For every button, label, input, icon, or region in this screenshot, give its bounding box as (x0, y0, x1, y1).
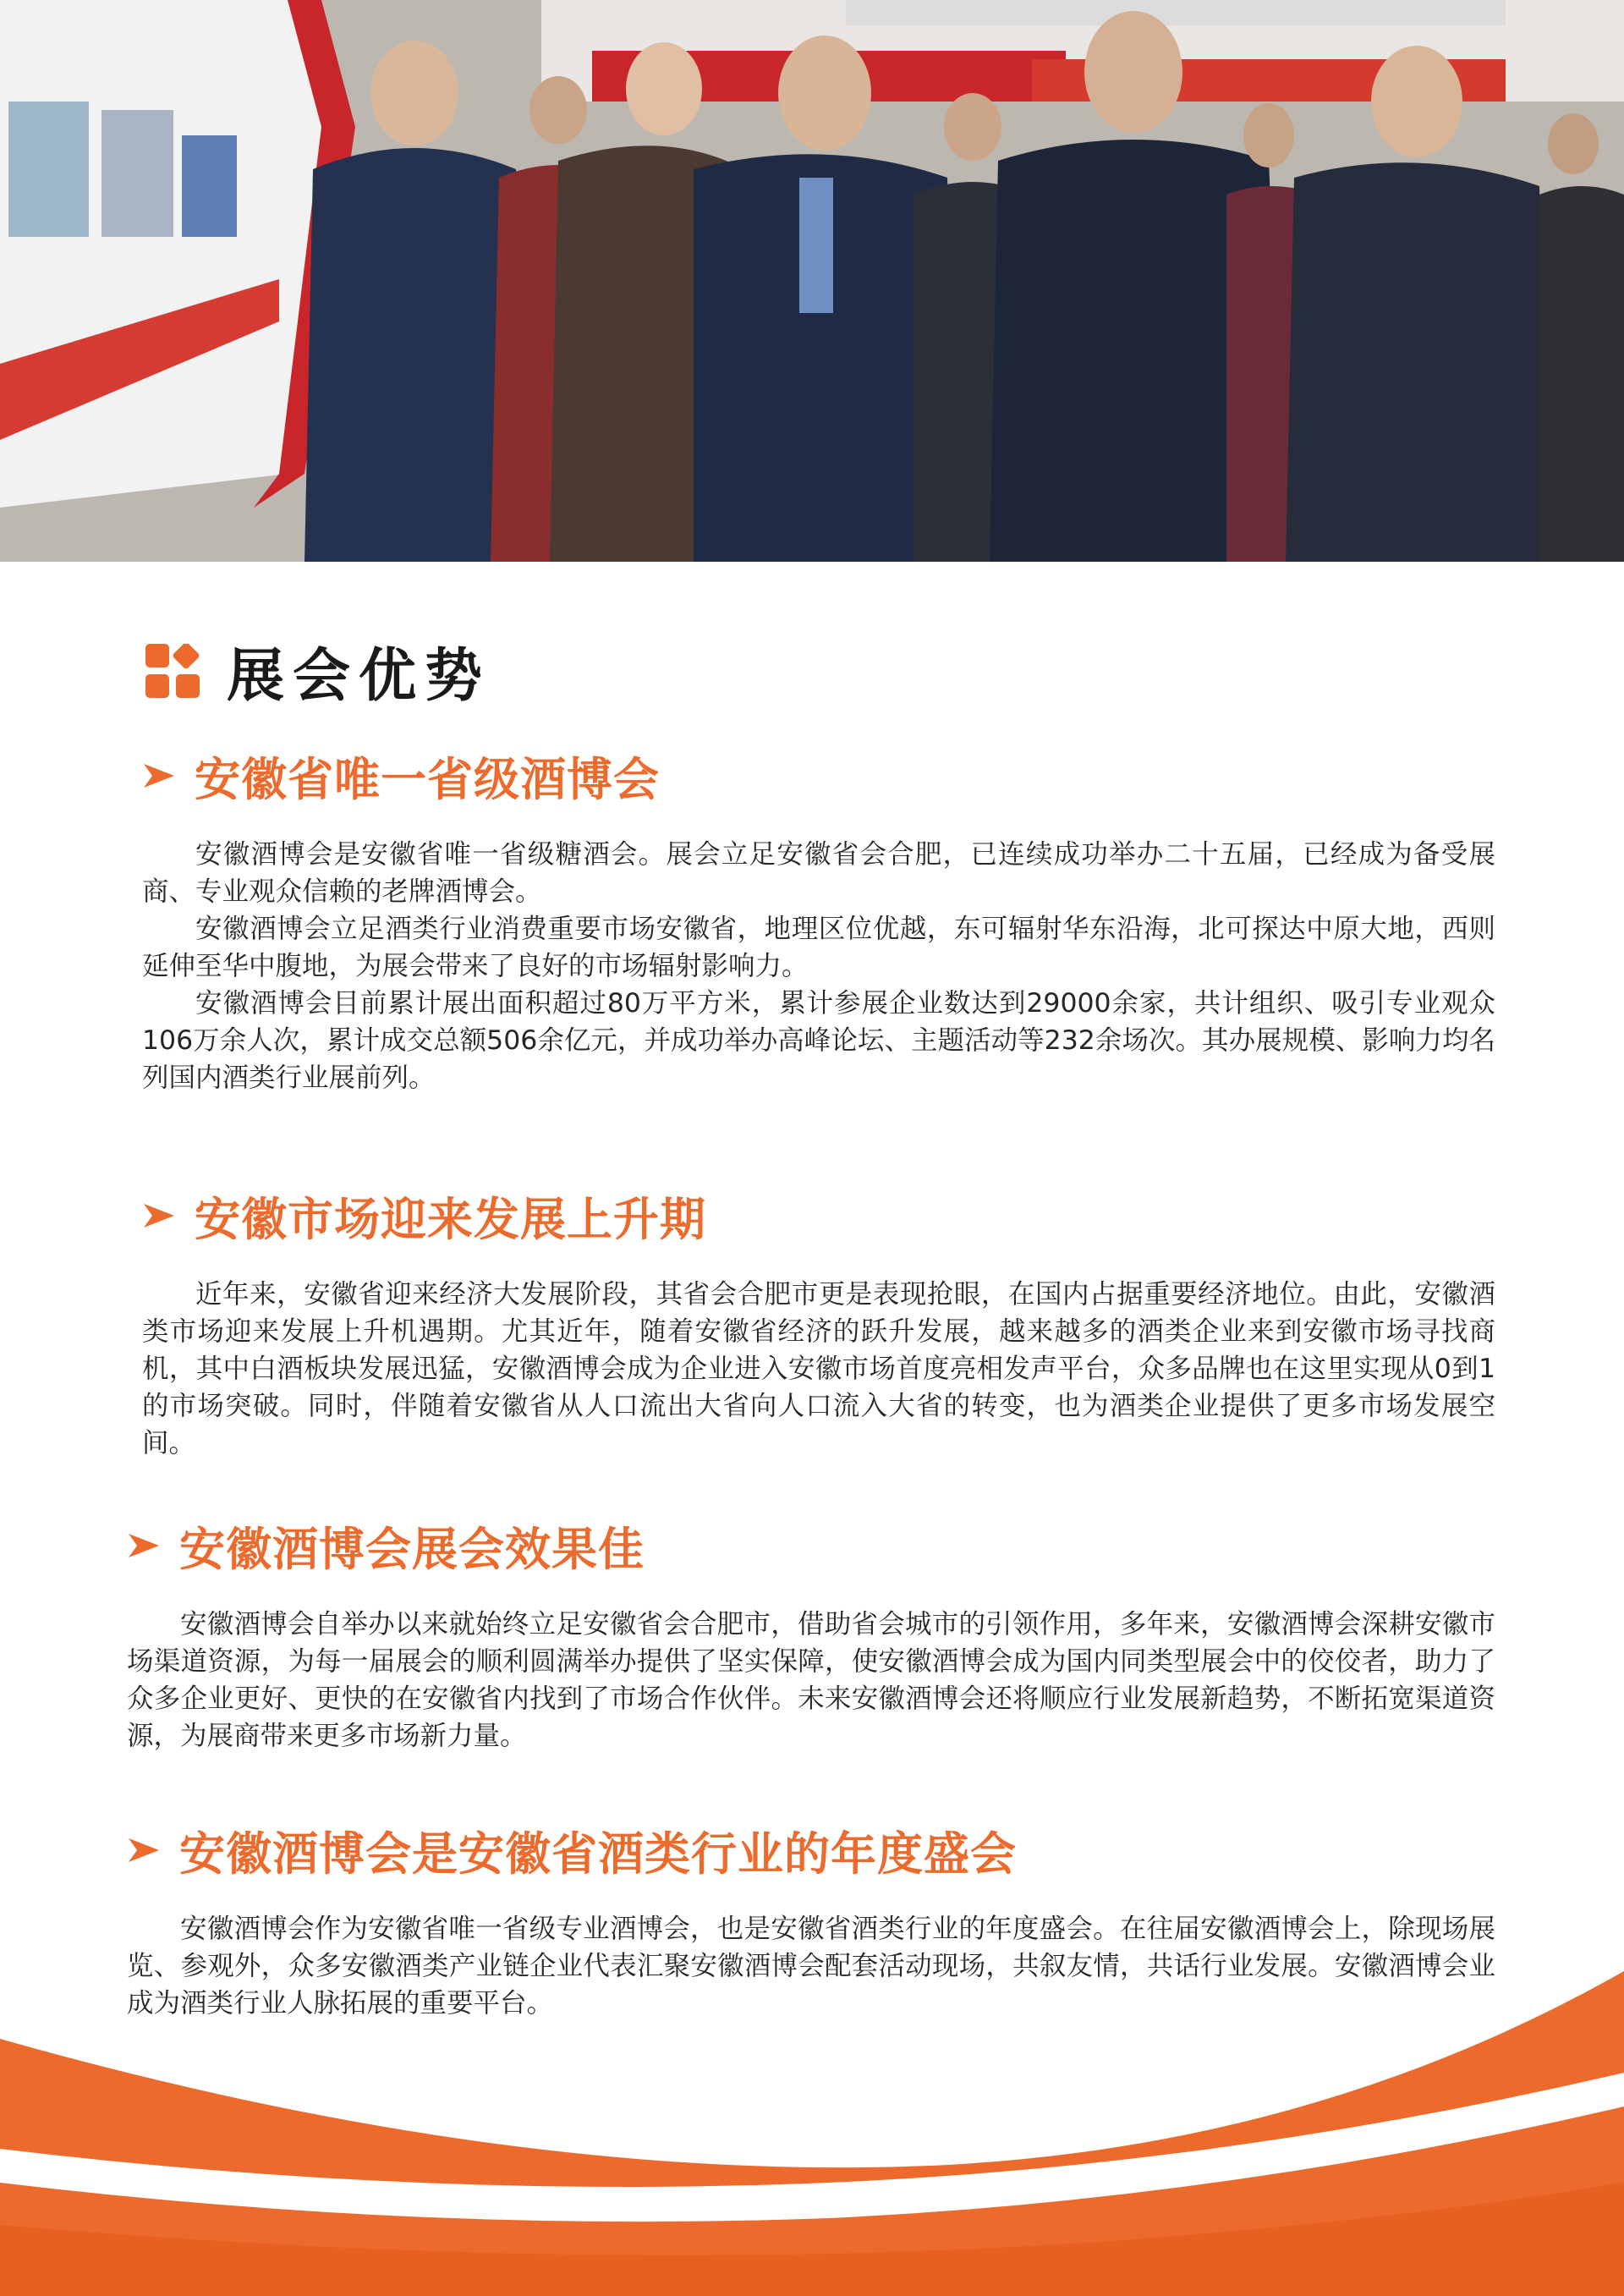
section-title-row (0, 744, 1624, 807)
arrow-right-icon (142, 759, 176, 793)
bottom-wave-decoration (0, 1971, 1624, 2296)
arrow-right-icon (127, 1833, 161, 1867)
hero-photo-illustration (0, 0, 1624, 562)
paragraph: 安徽酒博会作为安徽省唯一省级专业酒博会，也是安徽省酒类行业的年度盛会。在往届安徽酒博会上，除现场展览、参观外，众多安徽酒类产业链企业代表汇聚安徽酒博会配套活动现场，共叙友情，共话行业发展。安徽酒博会业成为酒类行业人脉拓展的重要平台。 (127, 1914, 1495, 2019)
paragraph: 安徽酒博会自举办以来就始终立足安徽省会合肥市，借助省会城市的引领作用，多年来，安徽酒博会深耕安徽市场渠道资源，为每一届展会的顺利圆满举办提供了坚实保障，使安徽酒博会成为国内同类型展会中的佼佼者，助力了众多企业更好、更快的在安徽省内找到了市场合作伙伴。未来安徽酒博会还将顺应行业发展新趋势，不断拓宽渠道资源，为展商带来更多市场新力量。 (127, 1609, 1495, 1751)
paragraph: 安徽酒博会立足酒类行业消费重要市场安徽省，地理区位优越，东可辐射华东沿海，北可探达中原大地，西则延伸至华中腹地，为展会带来了良好的市场辐射影响力。 (142, 914, 1495, 981)
arrow-right-icon (142, 1199, 176, 1233)
section-title-row (0, 1184, 1624, 1247)
paragraph: 安徽酒博会目前累计展出面积超过80万平方米，累计参展企业数达到29000余家，共计组织、吸引专业观众106万余人次，累计成交总额506余亿元，并成功举办高峰论坛、主题活动等232余场次。其办展规模、影响力均名列国内酒类行业展前列。 (142, 988, 1495, 1093)
section-title-row (0, 1819, 1624, 1881)
section-expo-effect (0, 1514, 1624, 1755)
section-title: 安徽市场迎来发展上升期 (195, 1192, 706, 1246)
section-title: 安徽酒博会是安徽省酒类行业的年度盛会 (179, 1826, 1017, 1881)
main-heading (145, 633, 491, 709)
section-market-rise (0, 1184, 1624, 1462)
section-title: 安徽酒博会展会效果佳 (179, 1522, 645, 1576)
section-body (0, 836, 1495, 1096)
squares-logo-icon (145, 644, 200, 698)
hero-photo (0, 0, 1624, 562)
section-body (0, 1276, 1495, 1462)
section-body (0, 1606, 1495, 1755)
page-title: 展会优势 (227, 642, 491, 710)
arrow-right-icon (127, 1529, 161, 1563)
paragraph: 安徽酒博会是安徽省唯一省级糖酒会。展会立足安徽省会合肥，已连续成功举办二十五届，已经成为备受展商、专业观众信赖的老牌酒博会。 (142, 839, 1495, 907)
section-sole-provincial-expo (0, 744, 1624, 1096)
section-title-row (0, 1514, 1624, 1577)
paragraph: 近年来，安徽省迎来经济大发展阶段，其省会合肥市更是表现抢眼，在国内占据重要经济地位。由此，安徽酒类市场迎来发展上升机遇期。尤其近年，随着安徽省经济的跃升发展，越来越多的酒类企业来到安徽市场寻找商机，其中白酒板块发展迅猛，安徽酒博会成为企业进入安徽市场首度亮相发声平台，众多品牌也在这里实现从0到1的市场突破。同时，伴随着安徽省从人口流出大省向人口流入大省的转变，也为酒类企业提供了更多市场发展空间。 (142, 1279, 1495, 1458)
section-title: 安徽省唯一省级酒博会 (195, 752, 660, 806)
